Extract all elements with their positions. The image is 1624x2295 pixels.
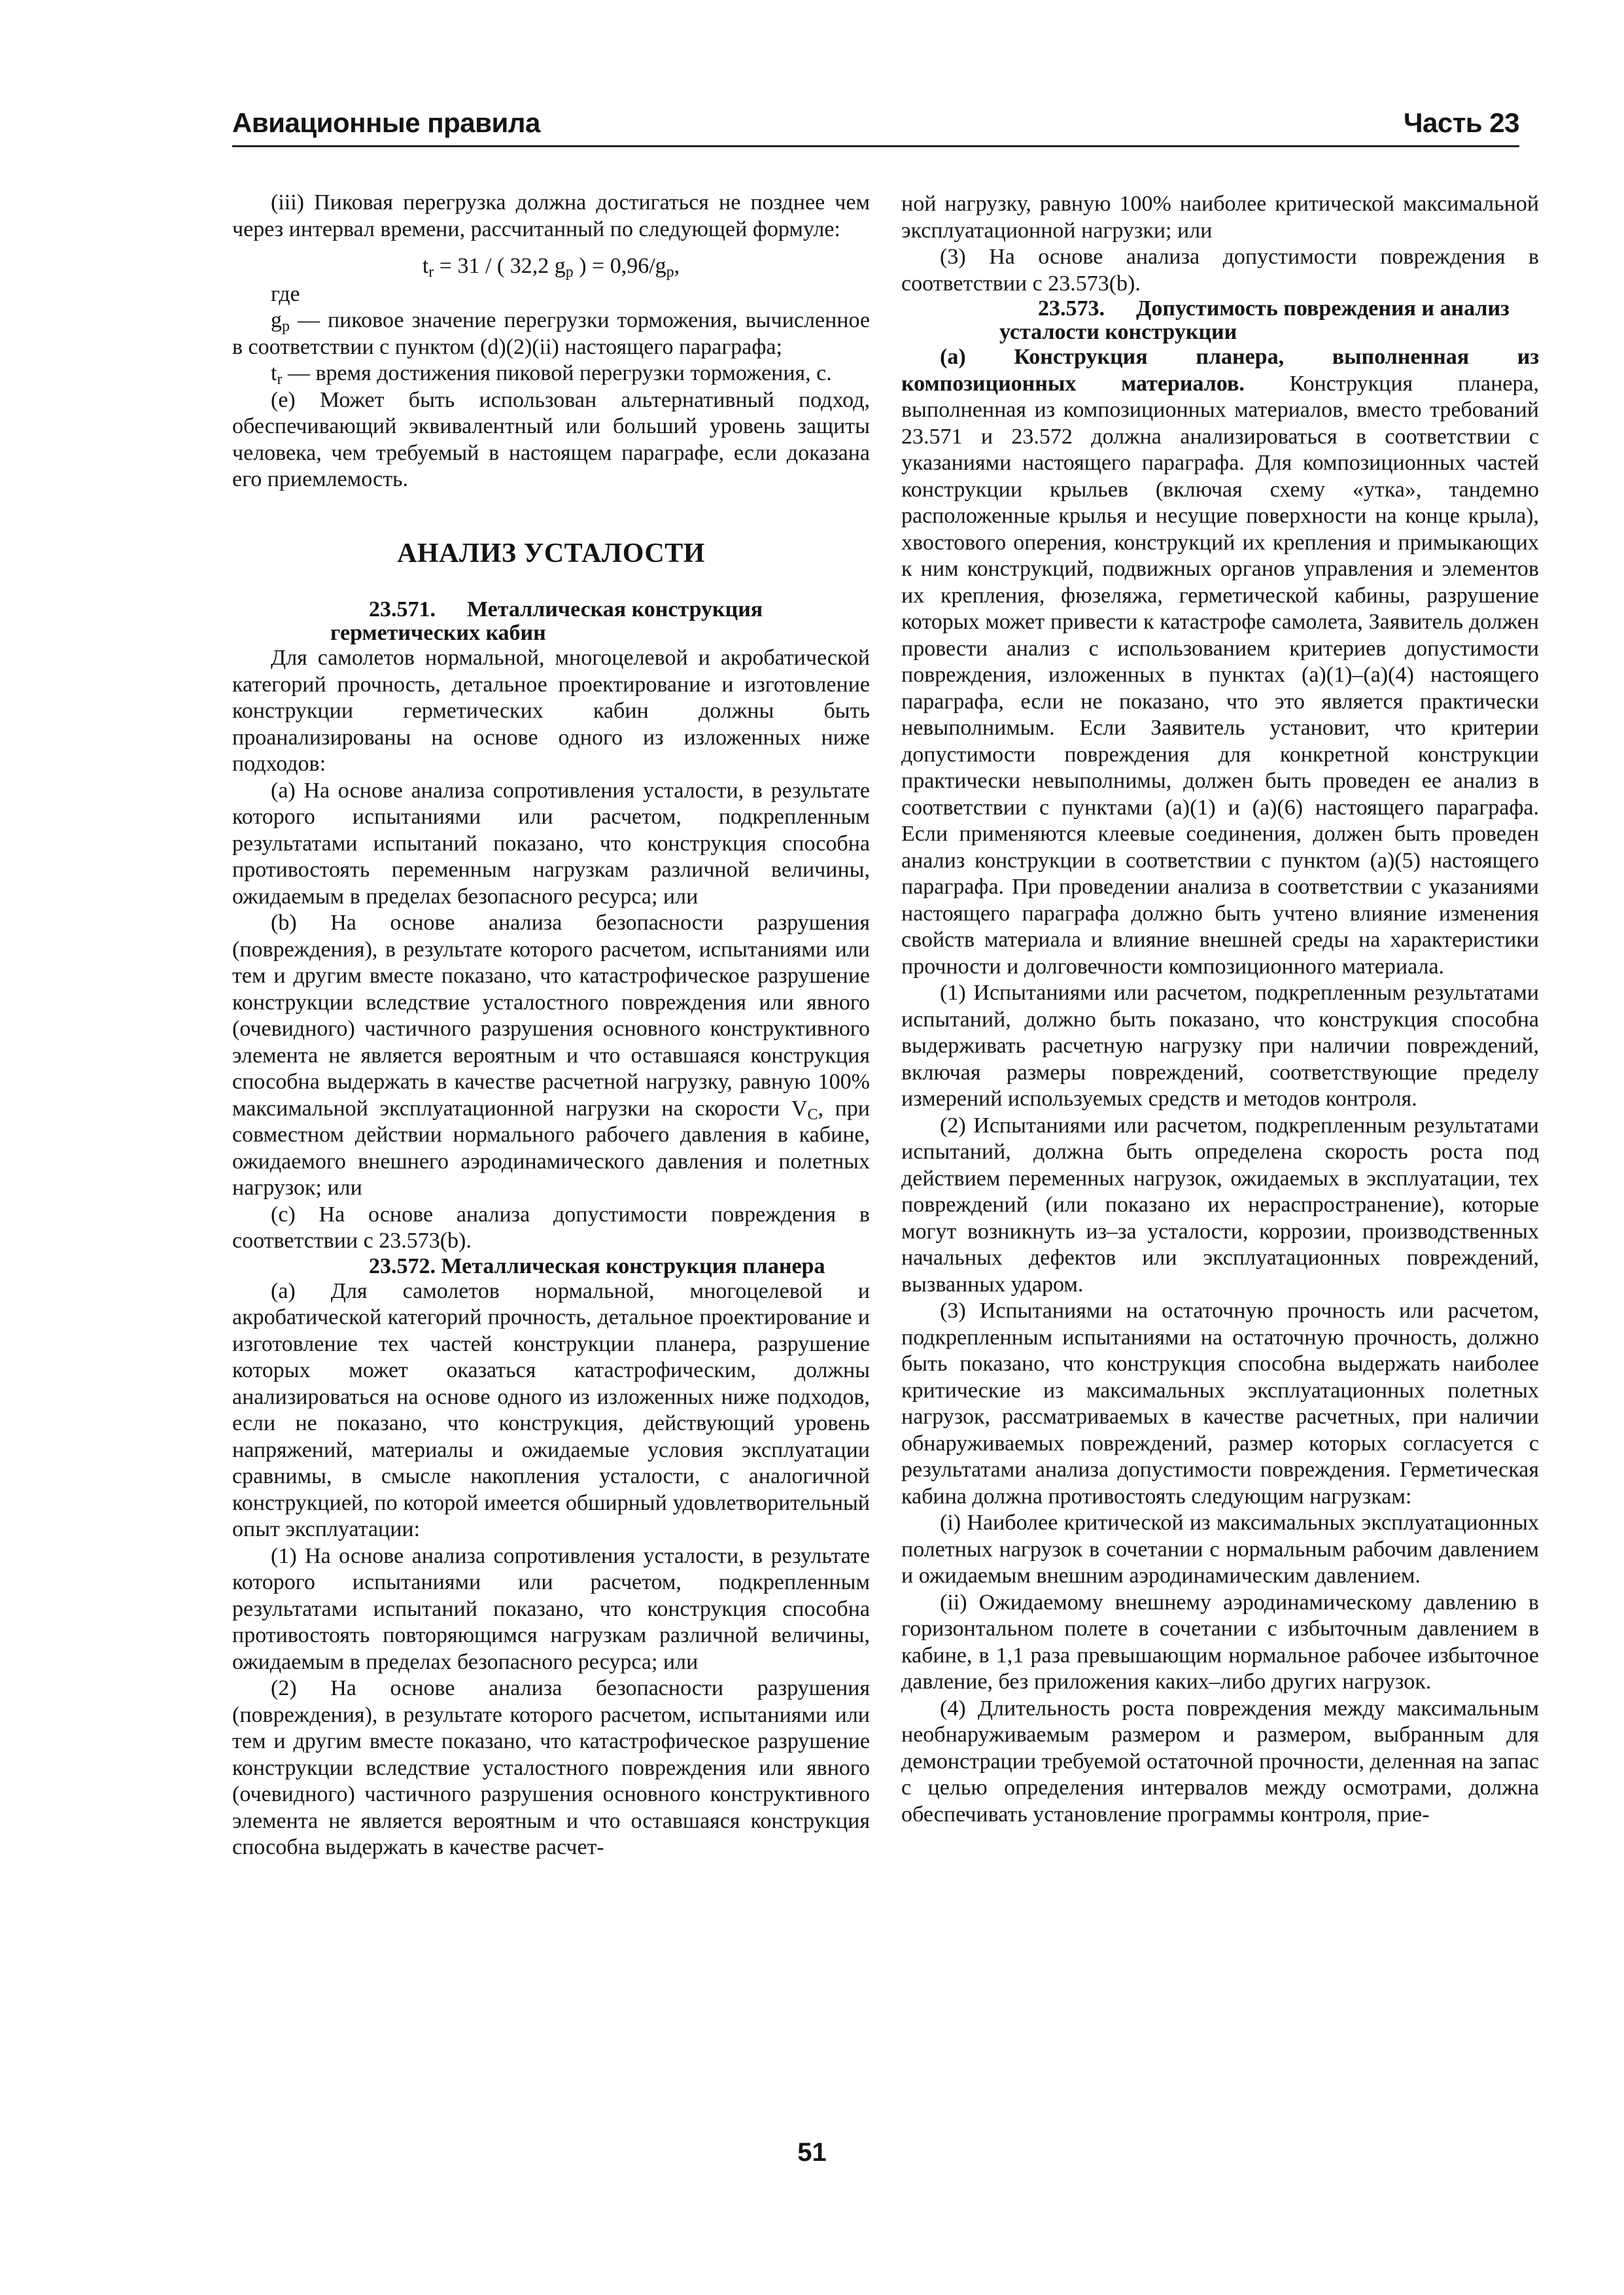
clause-23-571-c: (c) На основе анализа допустимости повреждения в соответствии с 23.573(b). [232, 1202, 870, 1253]
clause-23-572-heading: 23.572. Металлическая конструкция планера [369, 1253, 825, 1278]
where-label: где [271, 281, 300, 306]
page-header [232, 98, 1519, 147]
clause-23-573-a3: (3) Испытаниями на остаточную прочность или расчетом, подкрепленным испытаниями на остаточную прочность, должно быть показано, что конструкция способна выдержать наиболее критические из максимальных эксплуатационных полетных нагрузок, рассматриваемых в качестве расчетных, при наличии обнаруживаемых повреждений, размер которых согласуется с результатами анализа допустимости повреждения. Герметическая кабина должна противостоять следующим нагрузкам: [901, 1299, 1539, 1509]
page-number: 51 [797, 2138, 827, 2167]
clause-23-571-b: (b) На основе анализа безопасности разрушения (повреждения), в результате которого расчетом, испытаниями или тем и другим вместе показано, что катастрофическое разрушение конструкции вследствие усталостного повреждения или явного (очевидного) частичного разрушения основного конструктивного элемента не является вероятным и что оставшаяся конструкция способна выдержать в качестве расчетной нагрузку, равную 100% максимальной эксплуатационной нагрузки на скорости $V_C$, при совместном действии нормального рабочего давления в кабине, ожидаемого внешнего аэродинамического давления и полетных нагрузок; или [232, 911, 871, 1200]
formula: $t_r = 31$ / ( 32,2 $g_p$ ) = $0,96/g_p$, [422, 254, 680, 281]
clause-23-572-a2: (2) На основе анализа безопасности разрушения (повреждения), в результате которого расчетом, испытаниями или тем и другим вместе показано, что катастрофическое разрушение конструкции вследствие усталостного повреждения или явного (очевидного) частичного разрушения основного конструктивного элемента не является вероятным и что оставшаяся конструкция способна выдержать в качестве расчет- [232, 1676, 870, 1859]
paragraph-e: (e) Может быть использован альтернативный подход, обеспечивающий эквивалентный или больший уровень защиты человека, чем требуемый в настоящем параграфе, если доказана его приемлемость. [232, 387, 870, 491]
clause-23-572-a1: (1) На основе анализа сопротивления усталости, в результате которого испытаниями или расчетом, подкрепленным результатами испытаний показано, что конструкция способна противостоять повторяющимся нагрузкам различной величины, ожидаемым в пределах безопасного ресурса; или [232, 1543, 870, 1674]
clause-23-571-intro: Для самолетов нормальной, многоцелевой и акробатической категорий прочность, детальное проектирование и изготовление конструкции герметических кабин должны быть проанализированы на основе одного из изложенных ниже подходов: [232, 646, 870, 776]
clause-23-572-a3: (3) На основе анализа допустимости повреждения в соответствии с 23.573(b). [901, 245, 1539, 296]
clause-23-573-heading: 23.573. Допустимость повреждения и анализ усталости конструкции [999, 296, 1510, 344]
definition-tr: $t_r$ — время достижения пиковой перегрузки торможения, с. [271, 361, 832, 388]
clause-23-573-a: (a) Конструкция планера, выполненная из композиционных материалов. Конструкция планера, выполненная из композиционных материалов, вместо требований 23.571 и 23.572 должна анализироваться в соответствии с указаниями настоящего параграфа. Для композиционных частей конструкции крыльев (включая схему «утка», тандемно расположенные крылья и несущие поверхности на конце крыла), хвостового оперения, конструкций их крепления и примыкающих к ним конструкций, подвижных органов управления и элементов их крепления, фюзеляжа, герметической кабины, разрушение которых может привести к катастрофе самолета, Заявитель должен провести анализ с использованием критериев допустимости повреждения, изложенных в пунктах (a)(1)–(a)(4) настоящего параграфа, если не показано, что это является практически невыполнимым. Если Заявитель установит, что критерии допустимости повреждения для конкретной конструкции практически невыполнимы, должен быть проведен ее анализ в соответствии с пунктами (a)(1) и (a)(6) настоящего параграфа. Если применяются клеевые соединения, должен быть проведен анализ конструкции в соответствии с пунктом (a)(5) настоящего параграфа. При проведении анализа в соответствии с указаниями настоящего параграфа должно быть учтено влияние изменения свойств материала и влияние внешней среды на характеристики прочности и долговечности композиционного материала. [901, 345, 1539, 979]
continued-text: ной нагрузку, равную 100% наиболее критической максимальной эксплуатационной нагрузки; или [901, 192, 1539, 243]
clause-23-573-a3-i: (i) Наиболее критической из максимальных эксплуатационных полетных нагрузок в сочетании с нормальным рабочим давлением и ожидаемым внешним аэродинамическим давлением. [901, 1511, 1539, 1588]
left-column [232, 190, 870, 1861]
clause-23-573-a3-ii: (ii) Ожидаемому внешнему аэродинамическому давлению в горизонтальном полете в сочетании с избыточным давлением в кабине, в 1,1 раза превышающим нормальное рабочее избыточное давление, без приложения каких–либо других нагрузок. [901, 1590, 1539, 1694]
clause-23-573-a4: (4) Длительность роста повреждения между максимальным необнаруживаемым размером и размером, выбранным для демонстрации требуемой остаточной прочности, деленная на запас с целью определения интервалов между осмотрами, должна обеспечивать установление программы контроля, прие- [901, 1696, 1539, 1827]
definition-gp: $g_p$ — пиковое значение перегрузки торможения, вычисленное в соответствии с пунктом (d)(2)(ii) настоящего параграфа; [232, 308, 870, 359]
clause-23-573-a1: (1) Испытаниями или расчетом, подкрепленным результатами испытаний, должно быть показано, что конструкция способна выдерживать расчетную нагрузку при наличии повреждений, включая размеры повреждений, соответствующие пределу измерений используемых средств и методов контроля. [901, 981, 1539, 1111]
right-column [901, 191, 1539, 1828]
clause-23-573-a2: (2) Испытаниями или расчетом, подкрепленным результатами испытаний, должна быть определена скорость роста под действием переменных нагрузок, ожидаемых в эксплуатации, тех повреждений (или показано их нераспространение), которые могут возникнуть из–за усталости, коррозии, производственных начальных дефектов или эксплуатационных повреждений, вызванных ударом. [901, 1113, 1539, 1297]
clause-23-571-a: (a) На основе анализа сопротивления усталости, в результате которого испытаниями или расчетом, подкрепленным результатами испытаний показано, что конструкция способна противостоять переменным нагрузкам различной величины, ожидаемым в пределах безопасного ресурса; или [232, 778, 870, 909]
header-right-title: Часть 23 [1403, 107, 1519, 138]
paragraph-iii: (iii) Пиковая перегрузка должна достигаться не позднее чем через интервал времени, рассчитанный по следующей формуле: [232, 190, 870, 241]
header-left-title: Авиационные правила [232, 107, 540, 138]
section-title: АНАЛИЗ УСТАЛОСТИ [397, 538, 705, 569]
clause-23-572-a: (a) Для самолетов нормальной, многоцелевой и акробатической категорий прочность, детальное проектирование и изготовление тех частей конструкции планера, разрушение которых может оказаться катастрофическим, должны анализироваться на основе одного из изложенных ниже подходов, если не показано, что конструкция, действующий уровень напряжений, материалы и ожидаемые условия эксплуатации сравнимы, в смысле накопления усталости, с аналогичной конструкцией, по которой имеется обширный удовлетворительный опыт эксплуатации: [232, 1278, 870, 1541]
clause-23-571-heading: 23.571. Металлическая конструкция герметических кабин [330, 597, 763, 645]
